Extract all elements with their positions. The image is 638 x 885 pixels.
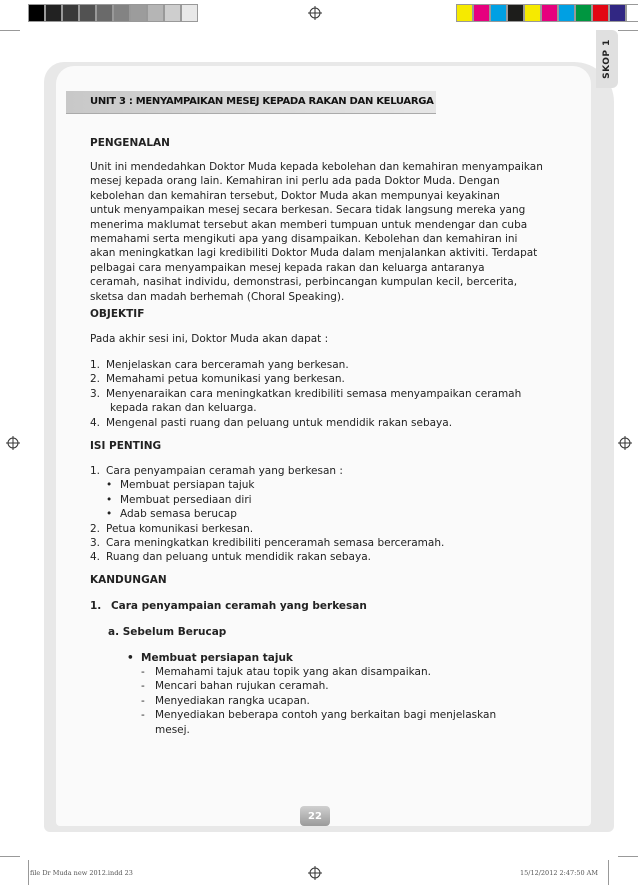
dash-item: - Mencari bahan rujukan ceramah. xyxy=(141,680,329,693)
objektif-list xyxy=(90,358,550,430)
color-swatch xyxy=(181,4,198,22)
crop-mark xyxy=(28,860,29,885)
bullet-item: • Membuat persiapan tajuk xyxy=(127,652,293,664)
dash-text: Menyediakan beberapa contoh yang berkaitan bagi menjelaskan xyxy=(155,709,497,722)
chapter-tab xyxy=(596,30,618,88)
color-swatch xyxy=(164,4,181,22)
section-title: Cara penyampaian ceramah yang berkesan xyxy=(110,600,367,612)
list-item xyxy=(90,372,550,386)
item-number: 1. xyxy=(90,465,101,477)
item-text: Ruang dan peluang untuk mendidik rakan sebaya. xyxy=(106,551,371,564)
objektif-heading: OBJEKTIF xyxy=(90,308,145,320)
item-text: Petua komunikasi berkesan. xyxy=(106,522,254,535)
color-swatch xyxy=(558,4,575,22)
footer-timestamp: 15/12/2012 2:47:50 AM xyxy=(520,869,599,877)
item-number: 1. xyxy=(90,359,101,371)
objektif-intro: Pada akhir sesi ini, Doktor Muda akan dapat : xyxy=(90,333,329,345)
chapter-tab-label: SKOP 1 xyxy=(602,39,613,79)
unit-title-banner xyxy=(66,91,436,114)
color-swatch xyxy=(62,4,79,22)
item-number: 4. xyxy=(90,551,101,564)
footer-file-name: file Dr Muda new 2012.indd 23 xyxy=(30,869,133,877)
color-swatch xyxy=(147,4,164,22)
bullet-text: Membuat persiapan tajuk xyxy=(141,652,293,664)
color-swatch xyxy=(28,4,45,22)
paragraph-line: akan meningkatkan lagi kredibiliti Doktor Muda dalam menjalankan aktiviti. Terdapat xyxy=(90,247,538,260)
color-registration-bar xyxy=(456,4,638,22)
paragraph-line: untuk menyampaikan mesej secara berkesan. Secara tidak langsung mereka yang xyxy=(90,204,526,217)
color-swatch xyxy=(541,4,558,22)
paragraph-line: memahami serta mengikuti apa yang disampaikan. Kebolehan dan kemahiran ini xyxy=(90,233,518,246)
dash-text: Menyediakan rangka ucapan. xyxy=(155,694,310,707)
kandungan-section-1 xyxy=(90,599,550,613)
registration-mark-icon xyxy=(618,436,632,450)
sub-section-a: a. Sebelum Berucap xyxy=(108,626,227,638)
color-swatch xyxy=(507,4,524,22)
item-text: Memahami petua komunikasi yang berkesan. xyxy=(106,373,345,386)
dash-continuation: mesej. xyxy=(155,723,190,736)
bullet-list xyxy=(90,478,550,521)
item-number: 3. xyxy=(90,387,101,400)
color-swatch xyxy=(490,4,507,22)
grey-registration-bar xyxy=(28,4,198,22)
color-swatch xyxy=(79,4,96,22)
color-swatch xyxy=(524,4,541,22)
item-number: 2. xyxy=(90,373,101,386)
dash-text: Mencari bahan rujukan ceramah. xyxy=(155,680,329,693)
dash-item: - Menyediakan beberapa contoh yang berkaitan bagi menjelaskan xyxy=(141,709,497,722)
item-text: Cara meningkatkan kredibiliti penceramah semasa berceramah. xyxy=(106,537,445,550)
dash-list xyxy=(141,665,541,737)
list-item xyxy=(90,550,550,564)
item-text: Menjelaskan cara berceramah yang berkesan. xyxy=(106,359,349,371)
color-swatch xyxy=(609,4,626,22)
bullet-item: • Adab semasa berucap xyxy=(106,507,550,521)
isi-penting-heading: ISI PENTING xyxy=(90,440,162,452)
list-item xyxy=(90,464,550,478)
section-number: 1. xyxy=(90,600,102,612)
dash-item: - Memahami tajuk atau topik yang akan disampaikan. xyxy=(141,666,431,678)
list-item xyxy=(90,358,550,372)
color-swatch xyxy=(592,4,609,22)
list-item xyxy=(90,536,550,550)
list-item xyxy=(90,522,550,536)
crop-mark xyxy=(0,856,20,857)
crop-mark xyxy=(608,860,609,885)
color-swatch xyxy=(575,4,592,22)
page-number-badge xyxy=(300,806,330,826)
pengenalan-paragraph xyxy=(90,160,545,304)
crop-mark xyxy=(0,30,20,31)
registration-mark-icon xyxy=(308,6,322,20)
pengenalan-heading: PENGENALAN xyxy=(90,137,170,149)
list-item xyxy=(90,387,550,416)
item-text: Mengenal pasti ruang dan peluang untuk mendidik rakan sebaya. xyxy=(106,416,453,429)
unit-title: UNIT 3 : MENYAMPAIKAN MESEJ KEPADA RAKAN DAN KELUARGA xyxy=(90,96,434,107)
page-number: 22 xyxy=(308,810,322,822)
list-item xyxy=(90,416,550,430)
paragraph-line: ceramah, nasihat individu, demonstrasi, perbincangan kumpulan kecil, bercerita, xyxy=(90,276,518,289)
color-swatch xyxy=(45,4,62,22)
color-swatch xyxy=(130,4,147,22)
paragraph-line: kebolehan dan kemahiran tersebut, Doktor Muda akan mempunyai keyakinan xyxy=(90,189,500,202)
color-swatch xyxy=(96,4,113,22)
bullet-item: • Membuat persediaan diri xyxy=(106,493,550,507)
registration-mark-icon xyxy=(308,866,322,880)
item-number: 4. xyxy=(90,416,101,429)
paragraph-line: pelbagai cara menyampaikan mesej kepada rakan dan keluarga antaranya xyxy=(90,261,485,274)
item-text: Menyenaraikan cara meningkatkan kredibiliti semasa menyampaikan ceramah xyxy=(106,387,522,400)
kandungan-heading: KANDUNGAN xyxy=(90,574,167,586)
paragraph-line: mesej kepada orang lain. Kemahiran ini perlu ada pada Doktor Muda. Dengan xyxy=(90,175,500,188)
color-swatch xyxy=(113,4,130,22)
paragraph-line: menerima maklumat tersebut akan memberi tumpuan untuk mendengar dan cuba xyxy=(90,218,528,231)
registration-mark-icon xyxy=(6,436,20,450)
item-text: Cara penyampaian ceramah yang berkesan : xyxy=(106,465,343,477)
bullet-item: • Membuat persiapan tajuk xyxy=(106,478,550,492)
isi-penting-list xyxy=(90,464,550,565)
paragraph-line: sketsa dan madah berhemah (Choral Speaking). xyxy=(90,290,345,303)
color-swatch xyxy=(456,4,473,22)
color-swatch xyxy=(473,4,490,22)
paragraph-line: Unit ini mendedahkan Doktor Muda kepada kebolehan dan kemahiran menyampaikan xyxy=(90,161,543,173)
color-swatch xyxy=(626,4,638,22)
dash-item: - Menyediakan rangka ucapan. xyxy=(141,694,310,707)
item-number: 2. xyxy=(90,522,101,535)
crop-mark xyxy=(618,30,638,31)
item-text-continued: kepada rakan dan keluarga. xyxy=(110,402,257,415)
crop-mark xyxy=(618,856,638,857)
item-number: 3. xyxy=(90,537,101,550)
dash-text: Memahami tajuk atau topik yang akan disampaikan. xyxy=(155,666,431,678)
